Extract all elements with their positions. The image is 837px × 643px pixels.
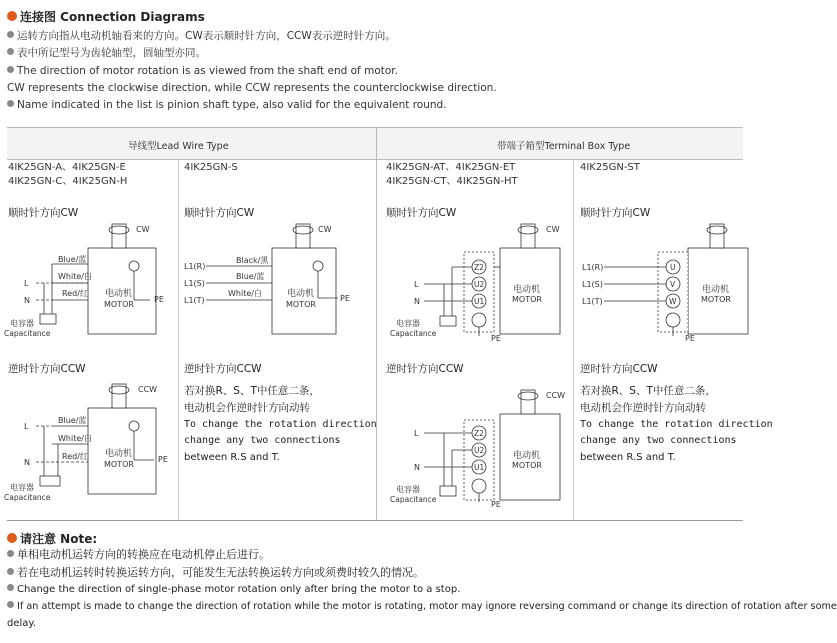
capacitor-en: Capacitance — [4, 493, 51, 502]
model-col3-line2: 4IK25GN-CT、4IK25GN-HT — [386, 176, 518, 187]
motor-cn: 电动机 — [105, 449, 133, 459]
pe-label: PE — [685, 334, 695, 343]
note-cn-2: 若在电动机运转时转换运转方向，可能发生无法转换运转方向或须费时较久的情况。 — [7, 565, 424, 580]
swap-en-line3: between R.S and T. — [580, 452, 676, 463]
motor-en: MOTOR — [104, 300, 134, 309]
swap-en-line3: between R.S and T. — [184, 452, 280, 463]
l1t-label: L1(T) — [184, 296, 205, 305]
motor-en: MOTOR — [104, 460, 134, 469]
lead-wire-header: 导线型Lead Wire Type — [128, 141, 229, 152]
note-bullet-icon — [7, 533, 17, 543]
table-bottom-line — [7, 520, 743, 521]
u2-label: U2 — [474, 280, 485, 289]
l-label: L — [24, 279, 29, 288]
motor-cn: 电动机 — [513, 285, 541, 295]
motor-en: MOTOR — [701, 295, 731, 304]
motor-cn: 电动机 — [105, 289, 133, 299]
capacitor-en: Capacitance — [4, 329, 51, 338]
swap-cn-line1: 若对换R、S、T中任意二条， — [580, 385, 716, 397]
ccw-label: 逆时针方向CCW — [386, 363, 464, 375]
l-label: L — [414, 429, 419, 438]
cw-text: CW — [136, 225, 150, 234]
l-label: L — [24, 422, 29, 431]
z2-label: Z2 — [474, 429, 484, 438]
blue-wire-label: Blue/蓝 — [58, 255, 87, 264]
diagram-leadwire-cw-3wire — [36, 224, 156, 334]
bullet-icon — [7, 601, 14, 608]
l1t-label: L1(T) — [582, 297, 603, 306]
model-col1-line2: 4IK25GN-C、4IK25GN-H — [8, 176, 128, 187]
cw-label: 顺时针方向CW — [184, 207, 255, 219]
swap-cn-line1: 若对换R、S、T中任意二条， — [184, 385, 320, 397]
w-label: W — [669, 297, 677, 306]
l1r-label: L1(R) — [582, 263, 604, 272]
u1-label: U1 — [474, 463, 485, 472]
bullet-icon — [7, 550, 14, 557]
note-en-2: If an attempt is made to change the direction of rotation while the motor is rotating, motor may ignore reversing command or change its direction of rotation after some — [7, 600, 837, 614]
blue-wire-label: Blue/蓝 — [236, 272, 265, 281]
z2-label: Z2 — [474, 263, 484, 272]
header-line-4: CW represents the clockwise direction, while CCW represents the counterclockwise direction. — [7, 82, 497, 94]
pe-label: PE — [491, 334, 501, 343]
model-col4: 4IK25GN-ST — [580, 162, 640, 173]
header-line-2: 表中所记型号为齿轮轴型，圆轴型亦同。 — [7, 46, 206, 60]
capacitor-cn: 电容器 — [396, 485, 420, 494]
note-en-1: Change the direction of single-phase motor rotation only after bring the motor to a stop. — [7, 583, 460, 597]
black-wire-label: Black/黑 — [236, 256, 269, 265]
red-wire-label: Red/红 — [62, 452, 88, 461]
header-line-1: 运转方向指从电动机轴看来的方向。CW表示顺时针方向，CCW表示逆时针方向。 — [7, 29, 396, 43]
swap-en-line2: change any two connections — [580, 435, 737, 446]
swap-en-line1: To change the rotation direction — [184, 419, 377, 430]
model-col2: 4IK25GN-S — [184, 162, 238, 173]
capacitor-en: Capacitance — [390, 495, 437, 504]
note-cn-1: 单相电动机运转方向的转换应在电动机停止后进行。 — [7, 547, 270, 562]
capacitor-cn: 电容器 — [10, 319, 34, 328]
header-line-5: Name indicated in the list is pinion shaft type, also valid for the equivalent round. — [7, 98, 447, 112]
ccw-label: 逆时针方向CCW — [8, 363, 86, 375]
diagram-leadwire-cw-3phase — [206, 224, 338, 334]
ccw-text: CCW — [546, 391, 566, 400]
l1s-label: L1(S) — [582, 280, 603, 289]
blue-wire-label: Blue/蓝 — [58, 416, 87, 425]
l-label: L — [414, 280, 419, 289]
motor-cn: 电动机 — [287, 289, 315, 299]
white-wire-label: White/白 — [228, 289, 262, 298]
pe-label: PE — [158, 455, 168, 464]
bullet-icon — [7, 568, 14, 575]
diagram-leadwire-ccw — [36, 384, 156, 494]
white-wire-label: White/白 — [58, 434, 92, 443]
swap-en-line1: To change the rotation direction — [580, 419, 773, 430]
cw-label: 顺时针方向CW — [8, 207, 79, 219]
ccw-label: 逆时针方向CCW — [580, 363, 658, 375]
motor-en: MOTOR — [286, 300, 316, 309]
n-label: N — [414, 297, 420, 306]
header-line-3: The direction of motor rotation is as viewed from the shaft end of motor. — [7, 64, 398, 78]
motor-en: MOTOR — [512, 461, 542, 470]
section-title: 连接图 Connection Diagrams — [20, 10, 205, 24]
u-label: U — [670, 263, 676, 272]
ccw-label: 逆时针方向CCW — [184, 363, 262, 375]
motor-cn: 电动机 — [513, 451, 541, 461]
terminal-box-header: 带端子箱型Terminal Box Type — [497, 141, 631, 152]
motor-cn: 电动机 — [702, 285, 730, 295]
capacitor-cn: 电容器 — [10, 483, 34, 492]
n-label: N — [24, 296, 30, 305]
l1r-label: L1(R) — [184, 262, 206, 271]
model-col1-line1: 4IK25GN-A、4IK25GN-E — [8, 162, 126, 173]
white-wire-label: White/白 — [58, 272, 92, 281]
pe-label: PE — [491, 500, 501, 509]
n-label: N — [24, 458, 30, 467]
u2-label: U2 — [474, 446, 485, 455]
pe-label: PE — [154, 295, 164, 304]
capacitor-cn: 电容器 — [396, 319, 420, 328]
cw-label: 顺时针方向CW — [580, 207, 651, 219]
pe-label: PE — [340, 294, 350, 303]
l1s-label: L1(S) — [184, 279, 205, 288]
v-label: V — [670, 280, 676, 289]
swap-cn-line2: 电动机会作逆时针方向动转 — [184, 402, 310, 414]
n-label: N — [414, 463, 420, 472]
capacitor-en: Capacitance — [390, 329, 437, 338]
u1-label: U1 — [474, 297, 485, 306]
ccw-text: CCW — [138, 385, 158, 394]
cw-text: CW — [546, 225, 560, 234]
note-title: 请注意 Note: — [20, 532, 98, 546]
model-col3-line1: 4IK25GN-AT、4IK25GN-ET — [386, 162, 516, 173]
swap-en-line2: change any two connections — [184, 435, 341, 446]
note-en-3: delay. — [7, 618, 37, 629]
motor-en: MOTOR — [512, 295, 542, 304]
bullet-icon — [7, 584, 14, 591]
diagram-terminal-cw — [424, 224, 560, 336]
red-wire-label: Red/红 — [62, 289, 88, 298]
cw-label: 顺时针方向CW — [386, 207, 457, 219]
cw-text: CW — [318, 225, 332, 234]
diagram-terminal-cw-3phase — [604, 224, 748, 336]
swap-cn-line2: 电动机会作逆时针方向动转 — [580, 402, 706, 414]
diagram-terminal-ccw — [424, 390, 560, 502]
